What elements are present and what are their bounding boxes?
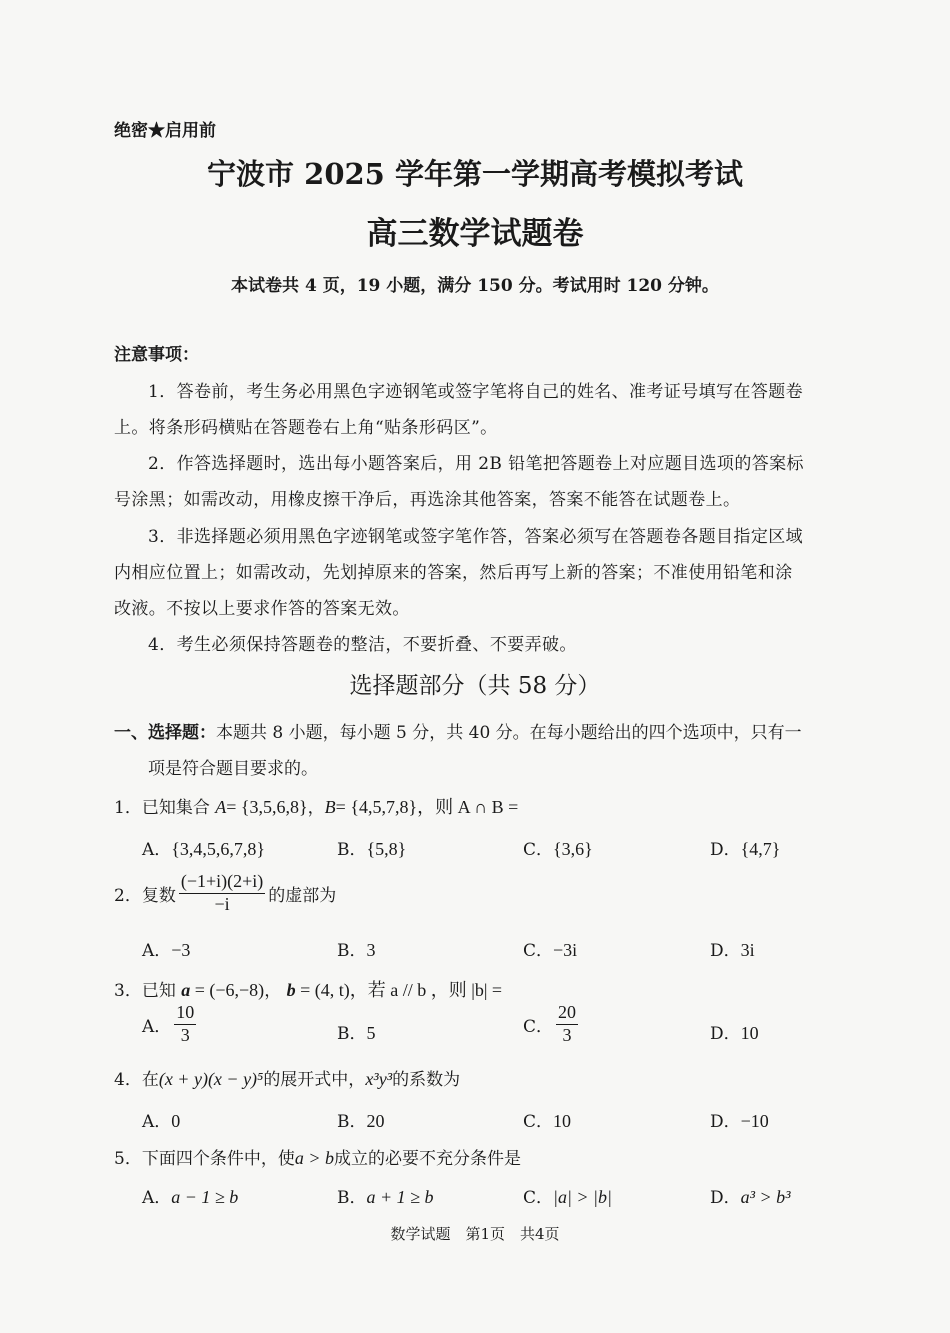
question-text: 的展开式中， [263,1070,366,1090]
confidential-label: 绝密★启用前 [114,121,216,141]
option-d: D．3i [710,940,755,961]
part1-header [114,718,802,743]
part1-desc: 本题共 8 小题，每小题 5 分，共 40 分。在每小题给出的四个选项中，只有一 [216,723,802,743]
notice-line: 改液。不按以上要求作答的答案无效。 [114,599,410,619]
option-c: C．{3,6} [523,839,593,860]
question-text: ，则 A ∩ B = [417,797,519,817]
question-number: 1． [114,798,142,818]
page-footer: 数学试题 第1页 共4页 [390,1225,560,1243]
notice-heading: 注意事项： [114,345,199,365]
notice-line: 4．考生必须保持答题卷的整洁，不要折叠、不要弄破。 [148,635,577,655]
option-b: B．5 [337,1023,376,1044]
question-number: 2． [114,885,142,906]
question-text: 的系数为 [392,1070,461,1090]
notice-line: 内相应位置上；如需改动，先划掉原来的答案，然后再写上新的答案；不准使用铅笔和涂 [114,563,793,583]
option-c: C． $\frac{20}{3}$ [523,1002,577,1045]
notice-line: 号涂黑；如需改动，用橡皮擦干净后，再选涂其他答案，答案不能答在试题卷上。 [114,490,741,510]
fraction: $\frac{(-1+i)(2+i)}{-i}$ [180,871,264,914]
question-number: 4． [114,1070,142,1090]
question-number: 3． [114,981,142,1001]
option-b: B．20 [337,1111,385,1132]
part1-desc-cont: 项是符合题目要求的。 [148,759,318,779]
option-c: C．10 [523,1111,572,1132]
option-b: B．a + 1 ≥ b [337,1187,434,1208]
math-expr: = {3,5,6,8} [226,797,308,817]
question-text: 成立的必要不充分条件是 [333,1149,521,1169]
math-expr: = (−6,−8) [190,980,265,1000]
math-expr: (x + y)(x − y)⁵ [158,1069,264,1089]
question-text: ， [307,798,325,818]
notice-line: 1．答卷前，考生务必用黑色字迹钢笔或签字笔将自己的姓名、准考证号填写在答题卷 [148,382,804,402]
question-5 [114,1144,521,1169]
question-text: ， [264,981,287,1001]
option-a: A．{3,4,5,6,7,8} [142,839,266,860]
question-4 [114,1065,460,1090]
option-d: D．a³ > b³ [710,1187,791,1208]
notice-line: 2．作答选择题时，选出每小题答案后，用 2B 铅笔把答题卷上对应题目选项的答案标 [148,454,804,474]
question-2 [114,872,336,915]
fraction: $\frac{10}{3}$ [176,1002,195,1045]
question-text: 已知 [141,981,182,1001]
option-c: C．−3i [523,940,578,961]
section-title: 选择题部分（共 58 分） [349,673,601,699]
question-1 [114,793,518,819]
math-expr: a > b [294,1148,334,1168]
math-expr: = {4,5,7,8} [335,797,418,817]
fraction: $\frac{20}{3}$ [558,1002,577,1045]
vector-a: a [181,980,191,1000]
option-c: C．|a| > |b| [523,1187,612,1208]
question-text: 在 [141,1070,159,1090]
paper-title: 高三数学试题卷 [366,216,584,252]
math-var: B [324,797,336,817]
question-text: 复数 [141,885,176,906]
question-text: 的虚部为 [268,885,337,906]
part1-label: 一、选择题： [114,723,216,743]
option-a: A．a − 1 ≥ b [142,1187,239,1208]
option-a: A． $\frac{10}{3}$ [142,1002,195,1045]
option-d: D．−10 [710,1111,769,1132]
math-var: A [215,797,227,817]
vector-b: b [286,980,296,1000]
option-b: B．3 [337,940,376,961]
math-term: x³y³ [365,1069,393,1089]
notice-line: 上。将条形码横贴在答题卷右上角“贴条形码区”。 [114,418,498,438]
option-b: B．{5,8} [337,839,407,860]
option-d: D．{4,7} [710,839,781,860]
math-expr: = (4, t) [295,980,350,1000]
notice-line: 3．非选择题必须用黑色字迹钢笔或签字笔作答，答案必须写在答题卷各题目指定区域 [148,527,804,547]
option-d: D．10 [710,1023,759,1044]
question-text: 下面四个条件中，使 [141,1149,295,1169]
option-a: A．−3 [142,940,191,961]
question-number: 5． [114,1149,142,1169]
question-text: 已知集合 [141,798,216,818]
exam-title: 宁波市 2025 学年第一学期高考模拟考试 [207,157,743,191]
question-text: ，若 a // b ，则 |b| = [349,980,503,1000]
question-3 [114,976,502,1002]
exam-info: 本试卷共 4 页，19 小题，满分 150 分。考试用时 120 分钟。 [231,276,719,296]
option-a: A．0 [142,1111,181,1132]
